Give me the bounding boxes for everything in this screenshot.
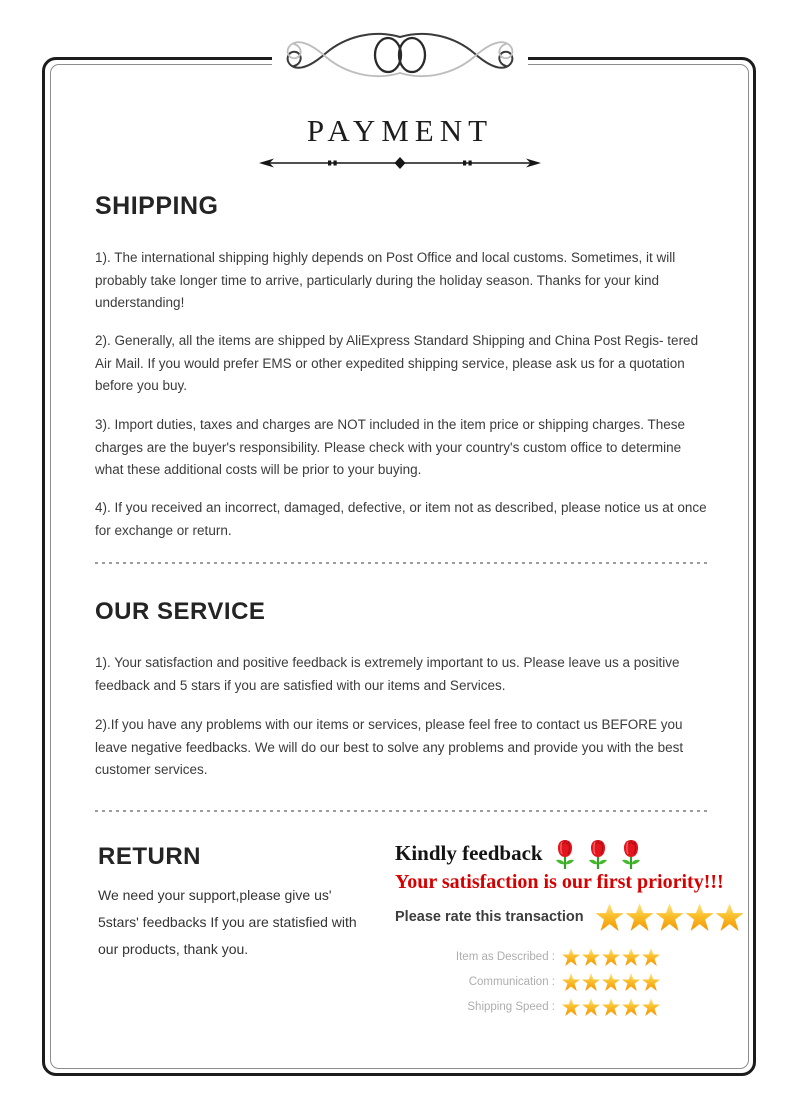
title-divider-icon <box>258 154 542 172</box>
rating-row-communication <box>395 973 660 991</box>
rating-label: Communication : <box>468 976 555 988</box>
star-icon <box>622 973 640 991</box>
star-icon <box>656 903 684 931</box>
shipping-paragraph-2: 2). Generally, all the items are shipped by AliExpress Standard Shipping and China Post Regis- tered Air Mail. If you would prefer EMS or other expedited shipping service, please ask us for a quotation before you buy. <box>95 333 699 393</box>
star-icon <box>686 903 714 931</box>
shipping-paragraph-4: 4). If you received an incorrect, damaged, defective, or item not as described, please notice us at once for exchange or return. <box>95 500 707 538</box>
rating-row-shipping-speed <box>395 998 660 1016</box>
rate-transaction-label: Please rate this transaction <box>395 909 584 925</box>
star-icon <box>562 948 580 966</box>
overall-star-rating <box>596 903 744 931</box>
service-paragraph-1: 1). Your satisfaction and positive feedback is extremely important to us. Please leave us a positive feedback and 5 stars if you are satisfied with our items and Services. <box>95 655 680 693</box>
communication-star-rating <box>562 973 660 991</box>
item-described-star-rating <box>562 948 660 966</box>
shipping-paragraph-3: 3). Import duties, taxes and charges are NOT included in the item price or shipping charges. These charges are the buyer's responsibility. Please check with your country's custom office to determine what these additional costs will be prior to your buying. <box>95 417 686 477</box>
roses-group <box>553 836 643 872</box>
star-icon <box>602 948 620 966</box>
star-icon <box>642 948 660 966</box>
rose-icon <box>586 838 610 872</box>
star-icon <box>602 998 620 1016</box>
rose-icon <box>619 838 643 872</box>
star-icon <box>562 973 580 991</box>
star-icon <box>642 973 660 991</box>
kindly-feedback-row <box>395 836 643 872</box>
star-icon <box>582 973 600 991</box>
shipping-paragraph-1: 1). The international shipping highly depends on Post Office and local customs. Sometimes, it will probably take longer time to arrive, particularly during the holiday season. Thanks for your kind understanding! <box>95 250 676 310</box>
shipping-heading: SHIPPING <box>95 192 219 220</box>
return-heading: RETURN <box>98 843 201 870</box>
star-icon <box>582 948 600 966</box>
rating-row-item-as-described <box>395 948 660 966</box>
star-icon <box>596 903 624 931</box>
star-icon <box>626 903 654 931</box>
service-paragraph-2: 2).If you have any problems with our items or services, please feel free to contact us BEFORE you leave negative feedbacks. We will do our best to solve any problems and provide you with the best customer services. <box>95 717 684 777</box>
rate-transaction-row <box>395 903 744 931</box>
shipping-speed-star-rating <box>562 998 660 1016</box>
star-icon <box>642 998 660 1016</box>
rating-label: Item as Described : <box>455 951 555 963</box>
satisfaction-priority-text: Your satisfaction is our first priority!!! <box>395 871 724 893</box>
star-icon <box>716 903 744 931</box>
rating-list <box>395 948 660 1023</box>
star-icon <box>622 998 640 1016</box>
our-service-heading: OUR SERVICE <box>95 598 266 625</box>
section-divider <box>95 810 707 812</box>
page-title: PAYMENT <box>306 113 494 148</box>
section-divider <box>95 562 707 564</box>
rose-icon <box>553 838 577 872</box>
star-icon <box>562 998 580 1016</box>
flourish-ornament-icon <box>275 28 525 82</box>
return-paragraph: We need your support,please give us' 5stars' feedbacks If you are statisfied with our products, thank you. <box>98 887 357 957</box>
kindly-feedback-title: Kindly feedback <box>395 841 543 865</box>
rating-label: Shipping Speed : <box>467 1001 555 1013</box>
star-icon <box>622 948 640 966</box>
star-icon <box>582 998 600 1016</box>
star-icon <box>602 973 620 991</box>
